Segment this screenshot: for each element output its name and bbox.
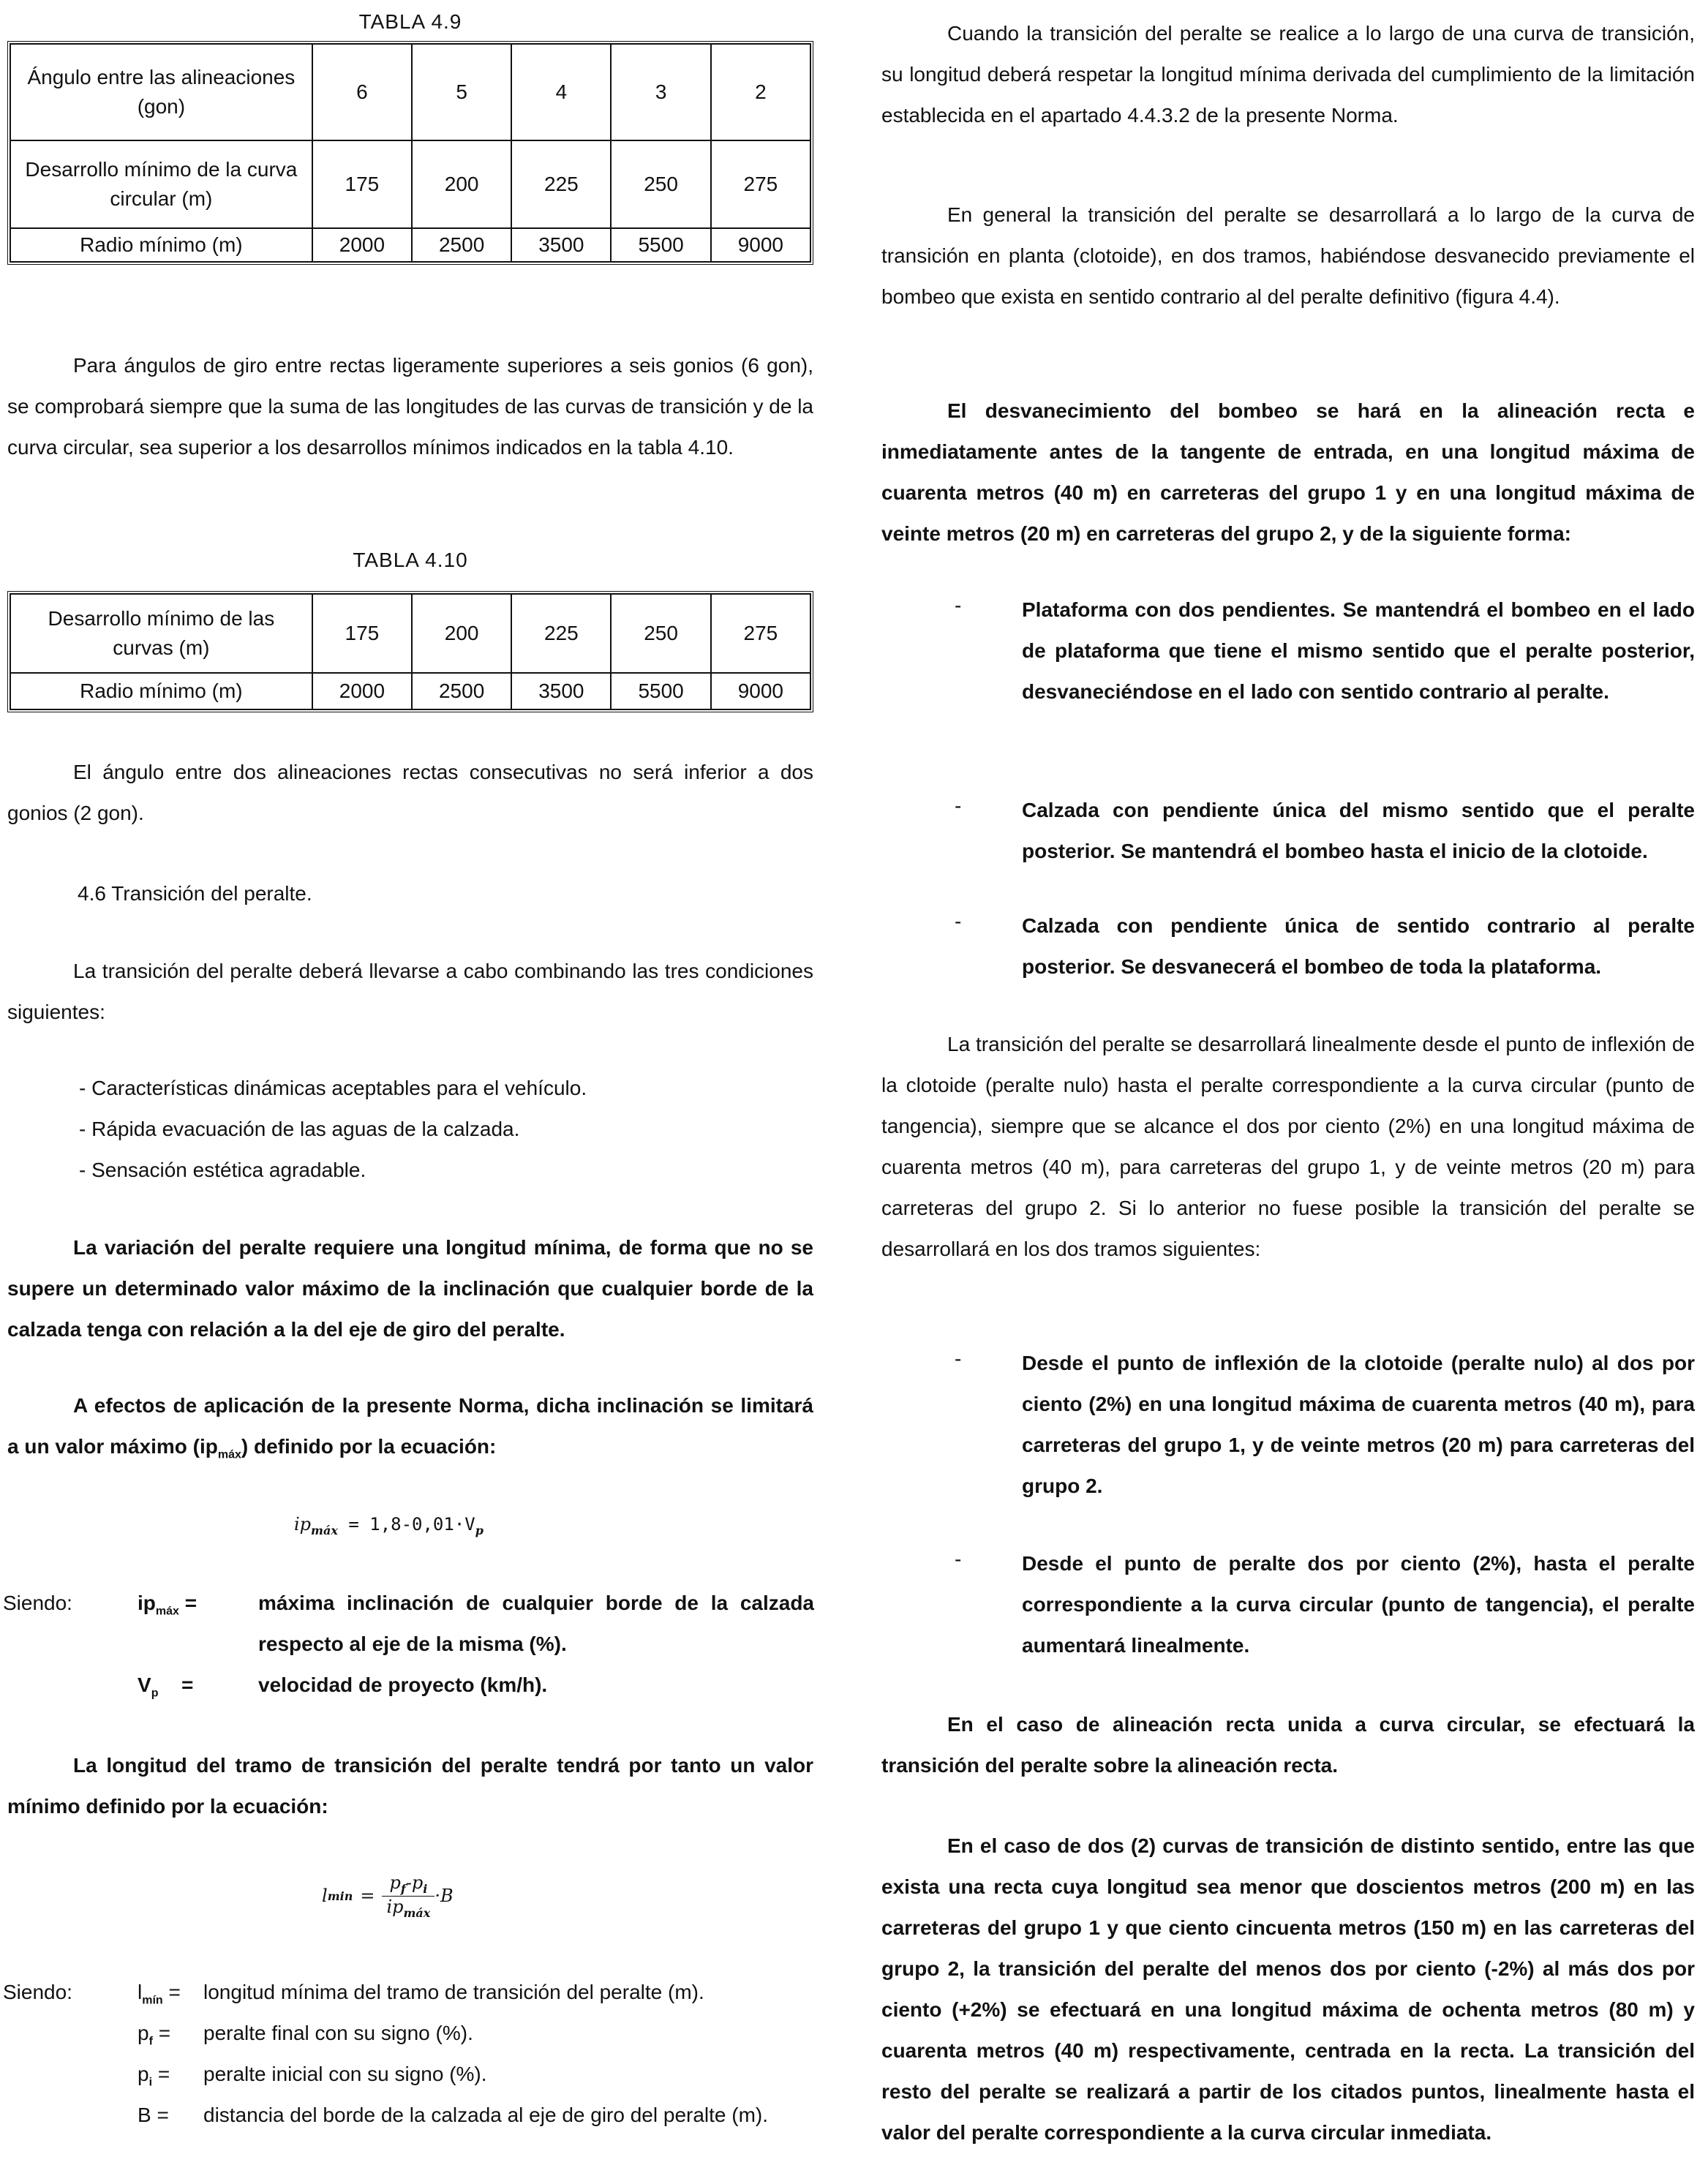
- table-row: [10, 228, 810, 262]
- equals-sign: =: [158, 2022, 171, 2044]
- fraction: [382, 1872, 434, 1920]
- definition-text: máxima inclinación de cualquier borde de la calzada respecto al eje de la misma (%).: [258, 1592, 814, 1655]
- table-cell: 225: [511, 594, 611, 673]
- subscript: máx: [155, 1605, 179, 1618]
- fraction-denominator: [382, 1897, 434, 1920]
- paragraph-text: ) definido por la ecuación:: [241, 1435, 497, 1458]
- table-cell: 2000: [312, 673, 412, 709]
- subscript: p: [151, 1687, 159, 1700]
- list-item: - Rápida evacuación de las aguas de la calzada.: [79, 1118, 520, 1140]
- symbol-text: l: [138, 1981, 143, 2003]
- table-cell-label: Desarrollo mínimo de las curvas (m): [10, 594, 312, 673]
- table-4-10-caption: TABLA 4.10: [353, 549, 468, 571]
- subscript: p: [475, 1523, 484, 1537]
- paragraph: Cuando la transición del peralte se realice a lo largo de una curva de transición, su longitud deberá respetar la longitud mínima derivada del cumplimiento de la limitación establecida en el apartado 4.4.3.2 de la presente Norma.: [881, 22, 1695, 127]
- table-cell: 175: [312, 594, 412, 673]
- equation-ip-max: [294, 1514, 484, 1537]
- table-cell: 2000: [312, 228, 412, 262]
- subscript: máx: [217, 1448, 241, 1461]
- subscript: f: [148, 2035, 153, 2048]
- definition-symbol: [138, 1665, 158, 1714]
- fraction-numerator: [382, 1872, 434, 1897]
- table-cell: 3: [611, 44, 710, 140]
- table-cell-label: Desarrollo mínimo de la curva circular (m): [10, 140, 312, 228]
- paragraph: La longitud del tramo de transición del peralte tendrá por tanto un valor mínimo definido por la ecuación:: [7, 1754, 813, 1818]
- subscript: f: [400, 1881, 406, 1896]
- table-cell: 9000: [711, 228, 810, 262]
- subscript: i: [423, 1881, 428, 1896]
- equals-sign: =: [181, 1673, 194, 1696]
- table-cell: 2: [711, 44, 810, 140]
- symbol-text: V: [138, 1673, 151, 1696]
- table-row: [10, 673, 810, 709]
- table-cell: 3500: [511, 228, 611, 262]
- equation-text: = 1,8-0,01·V: [337, 1514, 475, 1535]
- paragraph: El ángulo entre dos alineaciones rectas consecutivas no será inferior a dos gonios (2 gon).: [7, 761, 813, 824]
- table-cell: 225: [511, 140, 611, 228]
- definition-text: peralte inicial con su signo (%).: [203, 2063, 487, 2085]
- paragraph: El desvanecimiento del bombeo se hará en la alineación recta e inmediatamente antes de la tangente de entrada, en una longitud máxima de cuarenta metros (40 m) en carreteras del grupo 1 y en una longitud máxima de veinte metros (20 m) en carreteras del grupo 2, y de la siguiente forma:: [881, 399, 1695, 545]
- equation-text: ip: [294, 1514, 312, 1535]
- definition-symbol: [138, 1583, 197, 1633]
- paragraph: La transición del peralte se desarrollará linealmente desde el punto de inflexión de la clotoide (peralte nulo) hasta el peralte correspondiente a la curva circular (punto de tangencia), siempre que se alcance el dos por ciento (2%) en una longitud máxima de cuarenta metros (40 m), para carreteras del grupo 1, y de veinte metros (20 m) para carreteras del grupo 2. Si lo anterior no fuese posible la transición del peralte se desarrollará en los dos tramos siguientes:: [881, 1033, 1695, 1260]
- symbol-text: B: [138, 2104, 151, 2126]
- list-item: Plataforma con dos pendientes. Se mantendrá el bombeo en el lado de plataforma que tiene el mismo sentido que el peralte posterior, desvaneciéndose en el lado con sentido contrario al peralte.: [1022, 598, 1695, 703]
- symbol-text: ip: [138, 1592, 156, 1614]
- table-cell-label: Radio mínimo (m): [10, 228, 312, 262]
- table-cell: 200: [412, 594, 511, 673]
- equation-text: ip: [386, 1896, 404, 1917]
- bullet-dash: -: [955, 594, 962, 617]
- table-cell: 3500: [511, 673, 611, 709]
- symbol-text: p: [138, 2022, 149, 2044]
- equation-text: ·B: [434, 1886, 454, 1907]
- equals-sign: =: [184, 1592, 197, 1614]
- equals-sign: =: [168, 1981, 181, 2003]
- section-heading: 4.6 Transición del peralte.: [78, 882, 312, 905]
- subscript: min: [327, 1889, 353, 1903]
- subscript: mín: [142, 1994, 163, 2007]
- table-cell: 2500: [412, 228, 511, 262]
- bullet-dash: -: [955, 910, 962, 933]
- definition-text: distancia del borde de la calzada al eje de giro del peralte (m).: [203, 2104, 769, 2126]
- table-cell: 5500: [611, 228, 710, 262]
- paragraph: Para ángulos de giro entre rectas ligeramente superiores a seis gonios (6 gon), se comprobará siempre que la suma de las longitudes de las curvas de transición y de la curva circular, sea superior a los desarrollos mínimos indicados en la tabla 4.10.: [7, 354, 813, 459]
- paragraph: En general la transición del peralte se desarrollará a lo largo de la curva de transición en planta (clotoide), en dos tramos, habiéndose desvanecido previamente el bombeo que exista en sentido contrario al del peralte definitivo (figura 4.4).: [881, 203, 1695, 308]
- list-item: - Sensación estética agradable.: [79, 1159, 366, 1181]
- table-cell: 175: [312, 140, 412, 228]
- table-cell: 9000: [711, 673, 810, 709]
- table-cell: 200: [412, 140, 511, 228]
- table-4-10: [7, 591, 813, 712]
- table-cell: 6: [312, 44, 412, 140]
- table-cell: 2500: [412, 673, 511, 709]
- definition-symbol: [138, 2095, 169, 2136]
- definition-text: peralte final con su signo (%).: [203, 2022, 473, 2044]
- table-row: [10, 594, 810, 673]
- table-row: [10, 44, 810, 140]
- table-cell: 275: [711, 594, 810, 673]
- subscript: i: [148, 2076, 153, 2089]
- equals-sign: =: [360, 1886, 375, 1907]
- equals-sign: =: [157, 2104, 169, 2126]
- bullet-dash: -: [955, 1347, 962, 1370]
- equation-text: p: [389, 1872, 401, 1893]
- table-cell: 275: [711, 140, 810, 228]
- list-item: Desde el punto de inflexión de la clotoide (peralte nulo) al dos por ciento (2%) en una longitud máxima de cuarenta metros (40 m), para carreteras del grupo 1, y de veinte metros (20 m) para carreteras del grupo 2.: [1022, 1352, 1695, 1497]
- paragraph: [7, 1385, 813, 1476]
- bullet-dash: -: [955, 1548, 962, 1570]
- paragraph: En el caso de alineación recta unida a curva circular, se efectuará la transición del peralte sobre la alineación recta.: [881, 1713, 1695, 1777]
- table-cell: 5: [412, 44, 511, 140]
- table-cell-label: Ángulo entre las alineaciones (gon): [10, 44, 312, 140]
- paragraph: La variación del peralte requiere una longitud mínima, de forma que no se supere un determinado valor máximo de la inclinación que cualquier borde de la calzada tenga con relación a la del eje de giro del peralte.: [7, 1236, 813, 1341]
- equals-sign: =: [157, 2063, 170, 2085]
- subscript: máx: [311, 1523, 338, 1537]
- list-item: Calzada con pendiente única de sentido contrario al peralte posterior. Se desvanecerá el bombeo de toda la plataforma.: [1022, 914, 1695, 978]
- table-cell: 250: [611, 140, 710, 228]
- siendo-label: Siendo:: [3, 1981, 72, 2003]
- symbol-text: p: [138, 2063, 149, 2085]
- table-4-9: [7, 41, 813, 265]
- equation-text: -p: [405, 1872, 424, 1893]
- table-cell: 4: [511, 44, 611, 140]
- bullet-dash: -: [955, 794, 962, 817]
- table-cell: 5500: [611, 673, 710, 709]
- list-item: - Características dinámicas aceptables para el vehículo.: [79, 1077, 587, 1099]
- subscript: máx: [403, 1905, 431, 1920]
- siendo-label: Siendo:: [3, 1592, 72, 1614]
- paragraph: En el caso de dos (2) curvas de transición de distinto sentido, entre las que exista una recta cuya longitud sea menor que doscientos metros (200 m) en las carreteras del grupo 1 y que ciento cincuenta metros (150 m) en las carreteras del grupo 2, la transición del peralte del menos dos por ciento (-2%) al más dos por ciento (+2%) se efectuará en una longitud máxima de ochenta metros (80 m) y cuarenta metros (40 m) respectivamente, centrada en la recta. La transición del resto del peralte se realizará a partir de los citados puntos, linealmente hasta el valor del peralte correspondiente a la curva circular inmediata.: [881, 1834, 1695, 2144]
- equation-text: l: [322, 1886, 328, 1907]
- paragraph: La transición del peralte deberá llevarse a cabo combinando las tres condiciones siguientes:: [7, 960, 813, 1023]
- definition-text: longitud mínima del tramo de transición del peralte (m).: [203, 1981, 704, 2003]
- table-4-9-caption: TABLA 4.9: [358, 10, 462, 33]
- table-row: [10, 140, 810, 228]
- list-item: Desde el punto de peralte dos por ciento (2%), hasta el peralte correspondiente a la curva circular (punto de tangencia), el peralte aumentará linealmente.: [1022, 1552, 1695, 1657]
- table-cell: 250: [611, 594, 710, 673]
- definition-text: velocidad de proyecto (km/h).: [258, 1673, 548, 1696]
- equation-l-min: [322, 1872, 454, 1920]
- table-cell-label: Radio mínimo (m): [10, 673, 312, 709]
- paragraph-text: A efectos de aplicación de la presente Norma, dicha inclinación se limitará a un valor máximo (ip: [7, 1394, 813, 1458]
- list-item: Calzada con pendiente única del mismo sentido que el peralte posterior. Se mantendrá el bombeo hasta el inicio de la clotoide.: [1022, 799, 1695, 862]
